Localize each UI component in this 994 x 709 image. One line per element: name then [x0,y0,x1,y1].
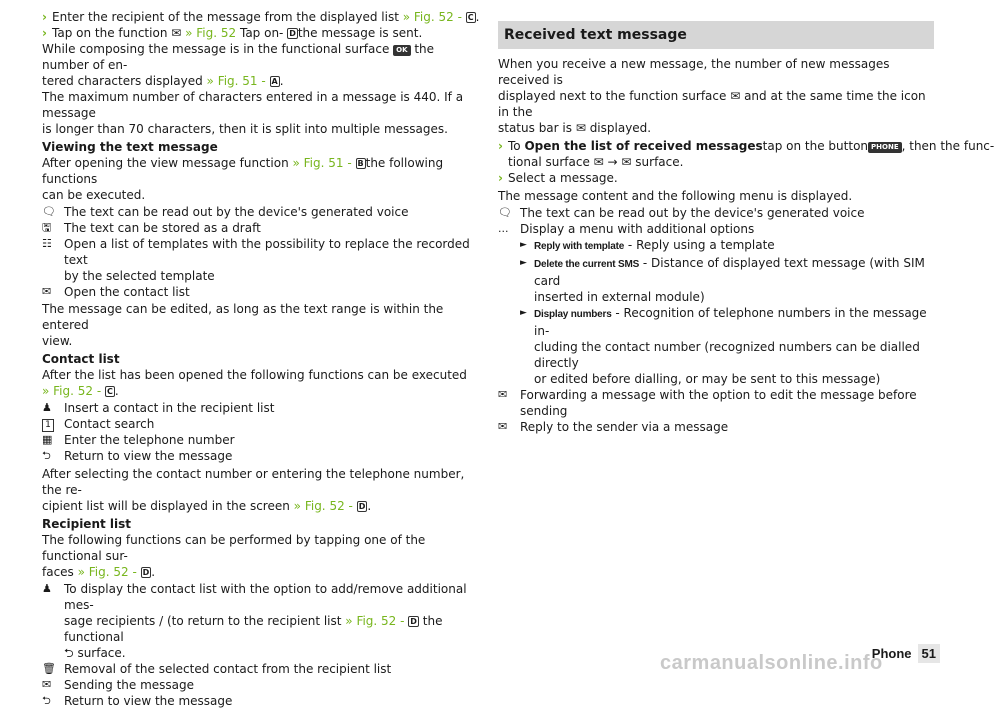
send-icon: ✉ [42,678,52,691]
inbox-icon: ✉ [621,155,632,169]
fig-link[interactable]: » Fig. 52 [293,499,345,513]
sub-item: ► Delete the current SMS - Distance of displayed text message (with SIM card inserted in external module) [520,256,925,304]
send-icon: ✉ [171,26,182,40]
list-item: ▦ Enter the telephone number [42,433,235,447]
key-a: A [271,77,278,86]
list-item: ⮌ Return to view the message [42,694,233,708]
step-arrow-icon: › [42,10,47,24]
person-icon: ♟ [42,582,52,595]
return-icon: ⮌ [42,449,51,462]
keypad-icon: ▦ [42,433,53,446]
fig-link[interactable]: » Fig. 51 [206,74,258,88]
forward-icon: ✉ [498,388,508,401]
paragraph-menu: The message content and the following menu is displayed. [498,189,853,203]
list-item: 1 Contact search [42,416,478,432]
phone-button-icon: PHONE [868,142,902,153]
key-b: B [357,159,364,168]
paragraph-edit: The message can be edited, as long as the text range is within the entered view. [42,302,444,348]
return-icon: ⮌ [64,646,74,660]
list-item: 🗨 The text can be read out by the device's generated voice [42,205,409,219]
save-draft-icon: 🖫 [42,221,52,234]
paragraph-compose: While composing the message is in the functional surface OK the number of en- tered characters displayed » Fig. 51 - A . [42,42,435,88]
list-item: ✉ Reply to the sender via a message [498,420,729,434]
ok-icon: OK [393,45,410,56]
watermark: carmanualsonline.info [660,652,883,674]
envelope-icon: ✉ [730,89,741,103]
speech-bubble-icon: 🗨 [498,206,512,219]
list-item: ⮌ Return to view the message [42,449,233,463]
trash-icon: 🗑 [42,662,56,675]
paragraph-max-chars: The maximum number of characters entered in a message is 440. If a message is longer than 70 characters, then it is split into multiple messages. [42,90,464,136]
key-d: D [410,617,417,626]
fig-link[interactable]: » Fig. 52 [402,10,454,24]
triangle-bullet-icon: ► [520,308,527,318]
step-arrow-icon: › [42,26,47,40]
page-number: 51 [918,644,940,663]
footer-section: Phone [871,646,912,661]
sub-item: ► Display numbers - Recognition of telephone numbers in the message in- cluding the contact number (recognized numbers can be dialled directly or edited before dialling, or may be sent to this message) [520,306,927,386]
step-open-list: › To Open the list of received messagestap on the button PHONE , then the func- [498,139,994,153]
reply-icon: ✉ [498,420,508,433]
step-arrow-icon: › [498,139,503,153]
page-footer [872,644,940,663]
list-item: ... Display a menu with additional options ► Reply with template - Reply using a template ► Delete the current SMS - Distance of displayed text message (with SIM card inserted in external module) ► Display numbers - Recognition of telephone numbers in the message in- cluding the contact number (recognized numbers can be dialled directly or edited before dialling, or may be sent to this message) [498,221,934,387]
right-column: Received text message When you receive a new message, the number of new messages received is displayed next to the function surface ✉ and at the same time the icon in the status bar is ✉ displayed. › To Open the list of received messagestap on the button PHONE , then the func- tional surface ✉ → ✉ surface. › Select a message. The message content and the following menu is displayed. 🗨 The text can be read out by the device's generated voice ... Display a menu with additional options ► Reply with template - Reply using a template ► Delete the current SMS - Distance of displayed text message (with SIM card inserted in external module) ► Display numbers - Recognition of telephone numbers in the message in- cluding the contact number (recognized numbers can be dialled directly or edited before dialling, or may be sent to this message) ✉ Forwarding a message with the option to edit the message before sending ✉ Reply to the sender via a message [498,0,934,435]
fig-link[interactable]: » Fig. 51 [292,156,344,170]
key-c: C [107,387,113,396]
contact-list-icon: ✉ [42,285,52,298]
paragraph-after-select: After selecting the contact number or entering the telephone number, the re- cipient list will be displayed in the screen » Fig. 52 - D . [42,467,465,513]
left-column [42,0,478,709]
list-item: ✉ Forwarding a message with the option to edit the message before sending [498,388,917,418]
envelope-icon: ✉ [575,121,586,135]
list-item: ✉ Sending the message [42,678,195,692]
speech-bubble-icon: 🗨 [42,205,56,218]
more-icon: ... [498,222,509,235]
section-title: Contact list [42,352,120,366]
list-item: ✉ Open the contact list [42,285,190,299]
list-item: 🗑 Removal of the selected contact from the recipient list [42,662,392,676]
section-viewing: Viewing the text message After opening the view message function » Fig. 51 - B the following functions can be executed. [42,140,444,202]
key-c: C [467,13,474,22]
sub-item: ► Reply with template - Reply using a template [520,238,775,252]
list-item: ♟ To display the contact list with the option to add/remove additional mes- sage recipients / (to return to the recipient list » Fig. 52 - D the functional ⮌ surface. [42,582,467,660]
step-select-message: › Select a message. [498,171,618,185]
section-title: Viewing the text message [42,140,218,154]
list-item: ♟ Insert a contact in the recipient list [42,401,275,415]
key-d: D [358,502,366,511]
return-icon: ⮌ [42,694,51,707]
section-title: Recipient list [42,517,132,531]
step-arrow-icon: › [498,171,503,185]
key-d: D [142,568,150,577]
key-d: D [289,29,296,38]
number-one-icon: 1 [42,419,54,432]
section-heading: Received text message [498,21,934,49]
fig-link[interactable]: » Fig. 52 [181,26,237,40]
envelope-icon: ✉ [593,155,604,169]
templates-icon: ☷ [42,237,52,250]
list-item: 🗨 The text can be read out by the device's generated voice [498,206,865,220]
list-item: ☷ Open a list of templates with the possibility to replace the recorded text by the selected template [42,237,470,283]
section-recipient-list: Recipient list The following functions can be performed by tapping one of the functional sur- faces » Fig. 52 - D . [42,517,426,579]
step-enter-recipient: › Enter the recipient of the message from the displayed list » Fig. 52 - C . [42,10,480,24]
step-tap-function: › Tap on the function ✉ » Fig. 52 Tap on- D the message is sent. [42,26,423,40]
fig-link[interactable]: » Fig. 52 [77,565,129,579]
triangle-bullet-icon: ► [520,240,527,250]
list-item: 🖫 The text can be stored as a draft [42,221,261,235]
paragraph-receive: When you receive a new message, the number of new messages received is displayed next to the function surface ✉ and at the same time the icon in the status bar is ✉ displayed. [498,57,926,135]
person-icon: ♟ [42,401,52,414]
section-contact-list: Contact list After the list has been opened the following functions can be executed » Fig. 52 - C . [42,352,467,398]
fig-link[interactable]: » Fig. 52 [345,614,397,628]
fig-link[interactable]: » Fig. 52 [42,384,94,398]
triangle-bullet-icon: ► [520,258,527,268]
